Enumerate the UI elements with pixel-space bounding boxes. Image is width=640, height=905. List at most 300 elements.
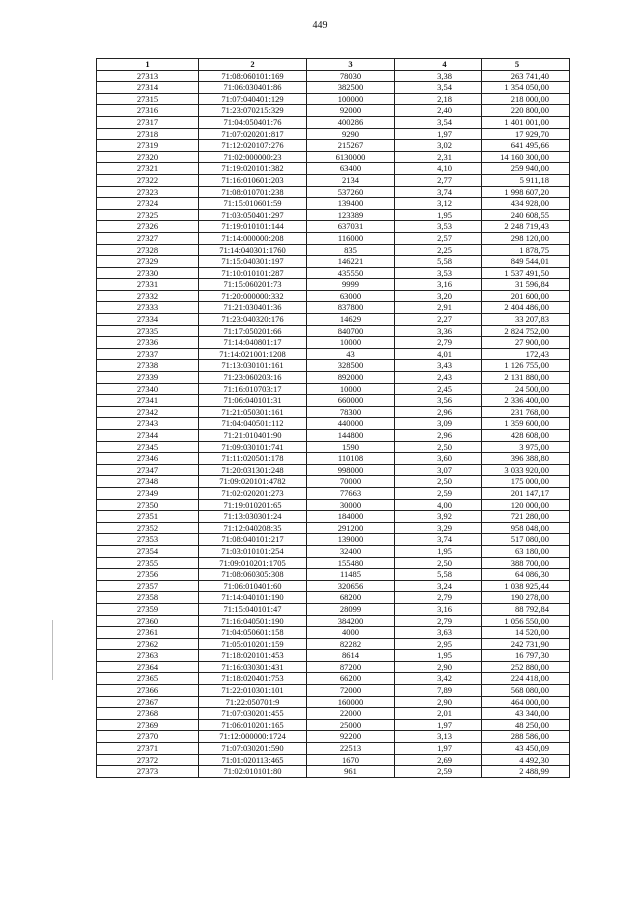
rate-cell: 2,45	[395, 383, 482, 395]
cadastral-number-cell: 71:06:030401:86	[199, 82, 307, 94]
area-cell: 9999	[307, 279, 395, 291]
column-header: 4	[395, 59, 482, 71]
rate-cell: 2,01	[395, 708, 482, 720]
rate-cell: 3,36	[395, 325, 482, 337]
rate-cell: 7,89	[395, 685, 482, 697]
row-number-cell: 27367	[97, 696, 199, 708]
value-cell: 88 792,84	[482, 603, 570, 615]
row-number-cell: 27373	[97, 766, 199, 778]
area-cell: 78300	[307, 406, 395, 418]
rate-cell: 2,79	[395, 592, 482, 604]
area-cell: 291200	[307, 522, 395, 534]
cadastral-number-cell: 71:06:040101:31	[199, 395, 307, 407]
row-number-cell: 27337	[97, 348, 199, 360]
cadastral-number-cell: 71:22:010301:101	[199, 685, 307, 697]
rate-cell: 3,54	[395, 82, 482, 94]
row-number-cell: 27361	[97, 627, 199, 639]
rate-cell: 2,57	[395, 232, 482, 244]
value-cell: 259 940,00	[482, 163, 570, 175]
value-cell: 48 250,00	[482, 719, 570, 731]
margin-mark	[52, 620, 53, 680]
rate-cell: 3,09	[395, 418, 482, 430]
rate-cell: 2,50	[395, 441, 482, 453]
rate-cell: 2,59	[395, 766, 482, 778]
row-number-cell: 27366	[97, 685, 199, 697]
table-row	[97, 418, 570, 430]
value-cell: 2 336 400,00	[482, 395, 570, 407]
cadastral-number-cell: 71:03:050401:297	[199, 209, 307, 221]
rate-cell: 1,95	[395, 650, 482, 662]
value-cell: 231 768,00	[482, 406, 570, 418]
table-row	[97, 209, 570, 221]
cadastral-number-cell: 71:21:030401:36	[199, 302, 307, 314]
cadastral-number-cell: 71:21:050301:161	[199, 406, 307, 418]
table-row	[97, 128, 570, 140]
cadastral-number-cell: 71:13:030101:161	[199, 360, 307, 372]
value-cell: 849 544,01	[482, 256, 570, 268]
rate-cell: 5,58	[395, 256, 482, 268]
table-row	[97, 603, 570, 615]
value-cell: 190 278,00	[482, 592, 570, 604]
cadastral-number-cell: 71:09:010201:1705	[199, 557, 307, 569]
row-number-cell: 27336	[97, 337, 199, 349]
area-cell: 82282	[307, 638, 395, 650]
area-cell: 4000	[307, 627, 395, 639]
value-cell: 14 520,00	[482, 627, 570, 639]
table-row	[97, 615, 570, 627]
area-cell: 384200	[307, 615, 395, 627]
value-cell: 428 608,00	[482, 430, 570, 442]
value-cell: 2 488,99	[482, 766, 570, 778]
cadastral-number-cell: 71:08:060101:169	[199, 70, 307, 82]
value-cell: 1 401 001,00	[482, 116, 570, 128]
row-number-cell: 27327	[97, 232, 199, 244]
table-row	[97, 302, 570, 314]
row-number-cell: 27321	[97, 163, 199, 175]
value-cell: 1 354 050,00	[482, 82, 570, 94]
row-number-cell: 27369	[97, 719, 199, 731]
area-cell: 435550	[307, 267, 395, 279]
row-number-cell: 27351	[97, 511, 199, 523]
table-row	[97, 766, 570, 778]
value-cell: 64 086,30	[482, 569, 570, 581]
cadastral-number-cell: 71:04:040501:112	[199, 418, 307, 430]
value-cell: 298 120,00	[482, 232, 570, 244]
area-cell: 139400	[307, 198, 395, 210]
value-cell: 120 000,00	[482, 499, 570, 511]
table-body	[97, 70, 570, 777]
table-row	[97, 476, 570, 488]
area-cell: 87200	[307, 661, 395, 673]
rate-cell: 3,63	[395, 627, 482, 639]
table-row	[97, 140, 570, 152]
value-cell: 201 600,00	[482, 290, 570, 302]
area-cell: 9290	[307, 128, 395, 140]
area-cell: 28099	[307, 603, 395, 615]
area-cell: 63400	[307, 163, 395, 175]
cadastral-number-cell: 71:04:050601:158	[199, 627, 307, 639]
rate-cell: 2,90	[395, 696, 482, 708]
rate-cell: 2,31	[395, 151, 482, 163]
row-number-cell: 27330	[97, 267, 199, 279]
table-header-row	[97, 59, 570, 71]
rate-cell: 3,42	[395, 673, 482, 685]
cadastral-number-cell: 71:09:020101:4782	[199, 476, 307, 488]
table-row	[97, 522, 570, 534]
value-cell: 1 878,75	[482, 244, 570, 256]
cadastral-number-cell: 71:16:030301:431	[199, 661, 307, 673]
value-cell: 396 388,80	[482, 453, 570, 465]
value-cell: 3 975,00	[482, 441, 570, 453]
table-row	[97, 174, 570, 186]
row-number-cell: 27315	[97, 93, 199, 105]
row-number-cell: 27348	[97, 476, 199, 488]
table-row	[97, 569, 570, 581]
table-row	[97, 430, 570, 442]
table-row	[97, 314, 570, 326]
table-row	[97, 499, 570, 511]
row-number-cell: 27318	[97, 128, 199, 140]
area-cell: 184000	[307, 511, 395, 523]
value-cell: 1 038 925,44	[482, 580, 570, 592]
value-cell: 2 248 719,43	[482, 221, 570, 233]
table-row	[97, 395, 570, 407]
cadastral-number-cell: 71:08:060305:308	[199, 569, 307, 581]
rate-cell: 3,74	[395, 186, 482, 198]
table-row	[97, 464, 570, 476]
value-cell: 201 147,17	[482, 487, 570, 499]
value-cell: 224 418,00	[482, 673, 570, 685]
table-row	[97, 650, 570, 662]
area-cell: 892000	[307, 372, 395, 384]
value-cell: 218 000,00	[482, 93, 570, 105]
area-cell: 10000	[307, 383, 395, 395]
cadastral-number-cell: 71:18:020401:753	[199, 673, 307, 685]
value-cell: 1 537 491,50	[482, 267, 570, 279]
row-number-cell: 27370	[97, 731, 199, 743]
cadastral-number-cell: 71:07:030201:455	[199, 708, 307, 720]
table-row	[97, 186, 570, 198]
cadastral-number-cell: 71:14:040301:1760	[199, 244, 307, 256]
row-number-cell: 27329	[97, 256, 199, 268]
column-header: 5	[482, 59, 570, 71]
cadastral-number-cell: 71:16:010601:203	[199, 174, 307, 186]
table-row	[97, 279, 570, 291]
row-number-cell: 27343	[97, 418, 199, 430]
value-cell: 958 048,00	[482, 522, 570, 534]
area-cell: 400286	[307, 116, 395, 128]
row-number-cell: 27347	[97, 464, 199, 476]
area-cell: 155480	[307, 557, 395, 569]
row-number-cell: 27364	[97, 661, 199, 673]
cadastral-number-cell: 71:02:010101:80	[199, 766, 307, 778]
value-cell: 388 700,00	[482, 557, 570, 569]
area-cell: 8614	[307, 650, 395, 662]
area-cell: 66200	[307, 673, 395, 685]
cadastral-number-cell: 71:14:040101:190	[199, 592, 307, 604]
area-cell: 30000	[307, 499, 395, 511]
rate-cell: 3,12	[395, 198, 482, 210]
cadastral-number-cell: 71:01:020113:465	[199, 754, 307, 766]
value-cell: 5 911,18	[482, 174, 570, 186]
row-number-cell: 27342	[97, 406, 199, 418]
area-cell: 22000	[307, 708, 395, 720]
data-table	[96, 58, 570, 778]
area-cell: 100000	[307, 93, 395, 105]
cadastral-number-cell: 71:02:020201:273	[199, 487, 307, 499]
table-row	[97, 719, 570, 731]
row-number-cell: 27354	[97, 545, 199, 557]
value-cell: 464 000,00	[482, 696, 570, 708]
rate-cell: 3,07	[395, 464, 482, 476]
value-cell: 27 900,00	[482, 337, 570, 349]
row-number-cell: 27333	[97, 302, 199, 314]
rate-cell: 2,79	[395, 337, 482, 349]
cadastral-number-cell: 71:19:020101:382	[199, 163, 307, 175]
cadastral-number-cell: 71:12:000000:1724	[199, 731, 307, 743]
table-row	[97, 232, 570, 244]
page-number: 449	[312, 20, 328, 31]
rate-cell: 4,00	[395, 499, 482, 511]
table-row	[97, 696, 570, 708]
row-number-cell: 27355	[97, 557, 199, 569]
cadastral-number-cell: 71:14:000000:208	[199, 232, 307, 244]
cadastral-number-cell: 71:20:031301:248	[199, 464, 307, 476]
value-cell: 14 160 300,00	[482, 151, 570, 163]
row-number-cell: 27339	[97, 372, 199, 384]
rate-cell: 2,27	[395, 314, 482, 326]
area-cell: 961	[307, 766, 395, 778]
table-row	[97, 545, 570, 557]
rate-cell: 2,40	[395, 105, 482, 117]
area-cell: 10000	[307, 337, 395, 349]
table-row	[97, 93, 570, 105]
value-cell: 175 000,00	[482, 476, 570, 488]
rate-cell: 2,25	[395, 244, 482, 256]
row-number-cell: 27341	[97, 395, 199, 407]
table-row	[97, 198, 570, 210]
area-cell: 144800	[307, 430, 395, 442]
cadastral-number-cell: 71:15:010601:59	[199, 198, 307, 210]
row-number-cell: 27346	[97, 453, 199, 465]
row-number-cell: 27332	[97, 290, 199, 302]
row-number-cell: 27335	[97, 325, 199, 337]
cadastral-number-cell: 71:13:030301:24	[199, 511, 307, 523]
table-row	[97, 685, 570, 697]
table-row	[97, 441, 570, 453]
rate-cell: 1,97	[395, 719, 482, 731]
rate-cell: 3,74	[395, 534, 482, 546]
row-number-cell: 27322	[97, 174, 199, 186]
area-cell: 78030	[307, 70, 395, 82]
row-number-cell: 27357	[97, 580, 199, 592]
rate-cell: 5,58	[395, 569, 482, 581]
row-number-cell: 27317	[97, 116, 199, 128]
value-cell: 172,43	[482, 348, 570, 360]
rate-cell: 2,18	[395, 93, 482, 105]
rate-cell: 2,95	[395, 638, 482, 650]
table-row	[97, 453, 570, 465]
row-number-cell: 27350	[97, 499, 199, 511]
area-cell: 320656	[307, 580, 395, 592]
area-cell: 837800	[307, 302, 395, 314]
cadastral-number-cell: 71:06:010201:165	[199, 719, 307, 731]
rate-cell: 1,97	[395, 128, 482, 140]
rate-cell: 2,90	[395, 661, 482, 673]
rate-cell: 2,59	[395, 487, 482, 499]
cadastral-number-cell: 71:08:040101:217	[199, 534, 307, 546]
value-cell: 31 596,84	[482, 279, 570, 291]
row-number-cell: 27368	[97, 708, 199, 720]
table-row	[97, 557, 570, 569]
value-cell: 33 207,83	[482, 314, 570, 326]
table-row	[97, 256, 570, 268]
row-number-cell: 27358	[97, 592, 199, 604]
table-row	[97, 638, 570, 650]
table-row	[97, 511, 570, 523]
cadastral-number-cell: 71:15:040301:197	[199, 256, 307, 268]
row-number-cell: 27316	[97, 105, 199, 117]
cadastral-number-cell: 71:17:050201:66	[199, 325, 307, 337]
value-cell: 43 340,00	[482, 708, 570, 720]
value-cell: 1 359 600,00	[482, 418, 570, 430]
cadastral-number-cell: 71:03:010101:254	[199, 545, 307, 557]
area-cell: 116000	[307, 232, 395, 244]
rate-cell: 3,53	[395, 221, 482, 233]
table-row	[97, 372, 570, 384]
cadastral-number-cell: 71:19:010101:144	[199, 221, 307, 233]
cadastral-number-cell: 71:14:040801:17	[199, 337, 307, 349]
area-cell: 11485	[307, 569, 395, 581]
table-row	[97, 82, 570, 94]
table-row	[97, 116, 570, 128]
column-header: 3	[307, 59, 395, 71]
cadastral-number-cell: 71:11:020501:178	[199, 453, 307, 465]
table-row	[97, 627, 570, 639]
value-cell: 252 880,00	[482, 661, 570, 673]
area-cell: 1590	[307, 441, 395, 453]
table-row	[97, 743, 570, 755]
rate-cell: 2,96	[395, 406, 482, 418]
area-cell: 1670	[307, 754, 395, 766]
column-header: 1	[97, 59, 199, 71]
cadastral-number-cell: 71:14:021001:1208	[199, 348, 307, 360]
row-number-cell: 27325	[97, 209, 199, 221]
row-number-cell: 27349	[97, 487, 199, 499]
rate-cell: 3,13	[395, 731, 482, 743]
area-cell: 2134	[307, 174, 395, 186]
value-cell: 43 450,09	[482, 743, 570, 755]
table-row	[97, 383, 570, 395]
row-number-cell: 27365	[97, 673, 199, 685]
area-cell: 68200	[307, 592, 395, 604]
area-cell: 382500	[307, 82, 395, 94]
row-number-cell: 27372	[97, 754, 199, 766]
area-cell: 110108	[307, 453, 395, 465]
cadastral-number-cell: 71:20:000000:332	[199, 290, 307, 302]
table-row	[97, 580, 570, 592]
table-row	[97, 348, 570, 360]
table-row	[97, 244, 570, 256]
rate-cell: 4,10	[395, 163, 482, 175]
area-cell: 215267	[307, 140, 395, 152]
cadastral-number-cell: 71:04:050401:76	[199, 116, 307, 128]
row-number-cell: 27338	[97, 360, 199, 372]
cadastral-number-cell: 71:12:020107:276	[199, 140, 307, 152]
table-row	[97, 325, 570, 337]
rate-cell: 3,24	[395, 580, 482, 592]
value-cell: 220 800,00	[482, 105, 570, 117]
rate-cell: 3,54	[395, 116, 482, 128]
row-number-cell: 27352	[97, 522, 199, 534]
area-cell: 92000	[307, 105, 395, 117]
table-row	[97, 221, 570, 233]
rate-cell: 2,91	[395, 302, 482, 314]
cadastral-number-cell: 71:09:030101:741	[199, 441, 307, 453]
area-cell: 146221	[307, 256, 395, 268]
rate-cell: 3,92	[395, 511, 482, 523]
table-row	[97, 661, 570, 673]
value-cell: 1 056 550,00	[482, 615, 570, 627]
row-number-cell: 27345	[97, 441, 199, 453]
area-cell: 998000	[307, 464, 395, 476]
cadastral-number-cell: 71:18:020101:453	[199, 650, 307, 662]
table-row	[97, 754, 570, 766]
value-cell: 2 131 880,00	[482, 372, 570, 384]
area-cell: 637031	[307, 221, 395, 233]
column-header: 2	[199, 59, 307, 71]
area-cell: 92200	[307, 731, 395, 743]
table-row	[97, 70, 570, 82]
rate-cell: 2,77	[395, 174, 482, 186]
cadastral-number-cell: 71:06:010401:60	[199, 580, 307, 592]
value-cell: 2 824 752,00	[482, 325, 570, 337]
area-cell: 160000	[307, 696, 395, 708]
area-cell: 537260	[307, 186, 395, 198]
cadastral-number-cell: 71:16:040501:190	[199, 615, 307, 627]
row-number-cell: 27319	[97, 140, 199, 152]
cadastral-number-cell: 71:12:040208:35	[199, 522, 307, 534]
table-row	[97, 592, 570, 604]
rate-cell: 3,02	[395, 140, 482, 152]
row-number-cell: 27359	[97, 603, 199, 615]
cadastral-number-cell: 71:08:010701:238	[199, 186, 307, 198]
rate-cell: 3,53	[395, 267, 482, 279]
rate-cell: 2,69	[395, 754, 482, 766]
value-cell: 288 586,00	[482, 731, 570, 743]
area-cell: 72000	[307, 685, 395, 697]
area-cell: 123389	[307, 209, 395, 221]
table-row	[97, 487, 570, 499]
row-number-cell: 27360	[97, 615, 199, 627]
area-cell: 14629	[307, 314, 395, 326]
area-cell: 6130000	[307, 151, 395, 163]
table-row	[97, 151, 570, 163]
value-cell: 568 080,00	[482, 685, 570, 697]
cadastral-number-cell: 71:15:060201:73	[199, 279, 307, 291]
table-row	[97, 267, 570, 279]
rate-cell: 4,01	[395, 348, 482, 360]
row-number-cell: 27328	[97, 244, 199, 256]
value-cell: 517 080,00	[482, 534, 570, 546]
value-cell: 17 929,70	[482, 128, 570, 140]
rate-cell: 2,50	[395, 476, 482, 488]
row-number-cell: 27334	[97, 314, 199, 326]
rate-cell: 1,97	[395, 743, 482, 755]
rate-cell: 3,56	[395, 395, 482, 407]
value-cell: 721 280,00	[482, 511, 570, 523]
table-row	[97, 406, 570, 418]
